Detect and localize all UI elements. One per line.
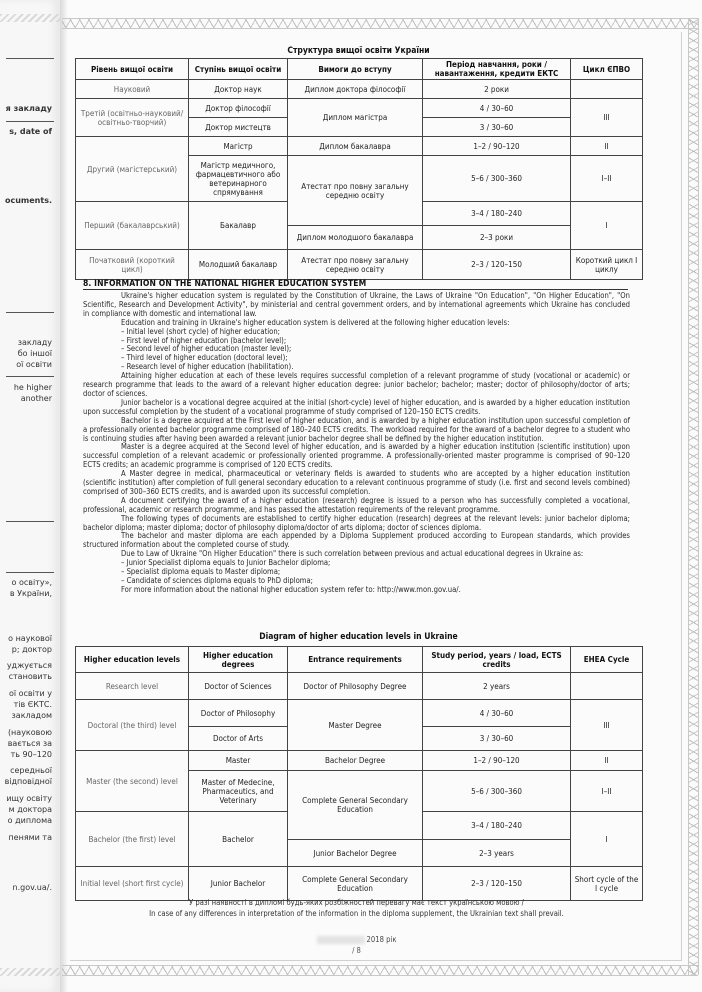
requirement-cell: Doctor of Philosophy Degree <box>288 673 423 700</box>
degree-cell: Магістр <box>189 137 288 156</box>
left-text: закладу <box>17 338 52 347</box>
period-cell: 2–3 / 120–150 <box>423 867 571 901</box>
left-text: вається за <box>7 739 52 748</box>
degree-cell: Doctor of Sciences <box>189 673 288 700</box>
requirement-cell: Complete General Secondary Education <box>288 867 423 901</box>
requirement-cell: Атестат про повну загальну середню освіту <box>288 156 423 226</box>
left-text: ої освіти <box>16 360 52 369</box>
paragraph: The bachelor and master diploma are each appended by a Diploma Supplement produced according to European standards, which provides structured information about the completed course of study. <box>83 531 630 550</box>
period-cell: 2–3 years <box>423 840 571 867</box>
table-header-row <box>76 59 643 80</box>
cycle-cell: Short cycle of the I cycle <box>571 867 643 901</box>
left-page-ornament <box>0 968 60 976</box>
ornament-border-right <box>688 18 699 975</box>
degree-cell: Бакалавр <box>189 202 288 250</box>
footer-note <box>83 897 630 919</box>
paragraph: A document certifying the award of a higher education (research) degree is issued to a person who has successfully completed a vocational, professional, academic or research programme, and has passed the attestation requirements of the relevant programme. <box>83 495 630 514</box>
page-number: / 8 <box>352 946 361 955</box>
left-rule <box>6 312 54 313</box>
section-heading: 8. INFORMATION ON THE NATIONAL HIGHER EDUCATION SYSTEM <box>83 279 628 290</box>
cycle-cell: I–II <box>571 771 643 812</box>
degree-cell: Магістр медичного, фармацевтичного або ветеринарного спрямування <box>189 156 288 202</box>
degree-cell: Доктор мистецтв <box>189 118 288 137</box>
level-cell: Другий (магістерський) <box>76 137 189 202</box>
left-text: середньої <box>10 766 52 775</box>
left-rule <box>6 58 54 59</box>
header-cell: Цикл ЄПВО <box>571 59 643 80</box>
paragraph: Master is a degree acquired at the Second level of higher education, and is awarded by a higher education institution (scientific institution) upon successful completion of a relevant academic or professionally oriented programme. A professionally-oriented master programme is comprised of 90–120 ECTS credits; an academic programme is comprised of 120 ECTS credits. <box>83 442 630 470</box>
requirement-cell: Диплом доктора філософії <box>288 80 423 99</box>
left-text: he higher <box>13 383 52 392</box>
paragraph: The following types of documents are established to certify higher education (research) degrees at the relevant levels: junior bachelor diploma; bachelor diploma; master diploma; doctor of philosophy diploma/doctor of arts diploma; doctor of sciences diploma. <box>83 513 630 532</box>
left-text: я закладу <box>5 104 52 113</box>
date-year: 2018 рік <box>366 935 397 944</box>
period-cell: 4 / 30–60 <box>423 99 571 118</box>
list-item: – Research level of higher education (habilitation). <box>121 362 294 372</box>
period-cell: 3 / 30–60 <box>423 727 571 751</box>
cycle-cell: I <box>571 812 643 867</box>
cycle-cell <box>571 80 643 99</box>
cycle-cell: II <box>571 751 643 771</box>
cycle-cell: I–II <box>571 156 643 202</box>
degree-cell: Doctor of Philosophy <box>189 700 288 727</box>
header-cell: Entrance requirements <box>288 647 423 673</box>
header-cell: EHEA Cycle <box>571 647 643 673</box>
left-text: о освіту», <box>11 578 52 587</box>
level-cell: Науковий <box>76 80 189 99</box>
requirement-cell: Диплом молодшого бакалавра <box>288 226 423 250</box>
period-cell: 2 years <box>423 673 571 700</box>
left-text: бо іншої <box>17 349 52 358</box>
period-cell: 3–4 / 180–240 <box>423 812 571 840</box>
left-text: (науковою <box>7 728 52 737</box>
level-cell: Bachelor (the first) level <box>76 812 189 867</box>
degree-cell: Bachelor <box>189 812 288 867</box>
period-cell: 3–4 / 180–240 <box>423 202 571 226</box>
left-text: another <box>20 394 52 403</box>
cycle-cell: II <box>571 137 643 156</box>
left-text: м доктора <box>8 805 52 814</box>
period-cell: 4 / 30–60 <box>423 700 571 727</box>
degree-cell: Master <box>189 751 288 771</box>
period-cell: 5–6 / 300–360 <box>423 156 571 202</box>
cycle-cell: III <box>571 700 643 751</box>
table-row <box>76 700 643 727</box>
left-text: в України, <box>9 589 52 598</box>
requirement-cell: Диплом бакалавра <box>288 137 423 156</box>
period-cell: 1–2 / 90–120 <box>423 751 571 771</box>
paragraph: Bachelor is a degree acquired at the First level of higher education, and is awarded by a higher education institution upon successful completion of a professionally oriented bachelor programme comprised of 180–240 ECTS credits. The workload required for the award of a bachelor degree to a student who is continuing studies after having been awarded a relevant junior bachelor degree shall be defined by the higher education institution. <box>83 415 630 443</box>
left-text: ої освіти у <box>8 689 52 698</box>
header-cell: Higher education levels <box>76 647 189 673</box>
level-cell: Третій (освітньо-науковий/ освітньо-творчий) <box>76 99 189 137</box>
left-text: о диплома <box>7 816 52 825</box>
paragraph: Education and training in Ukraine's higher education system is delivered at the following higher education levels: <box>121 317 510 327</box>
level-cell: Початковий (короткий цикл) <box>76 250 189 280</box>
table-row <box>76 99 643 118</box>
ua-table-title: Структура вищої освіти України <box>287 46 430 56</box>
level-cell: Initial level (short first cycle) <box>76 867 189 901</box>
table-row <box>76 751 643 771</box>
table-row <box>76 673 643 700</box>
list-item: – Candidate of sciences diploma equals to PhD diploma; <box>121 576 313 585</box>
left-text: s, date of <box>9 127 52 136</box>
level-cell: Research level <box>76 673 189 700</box>
header-cell: Higher education degrees <box>189 647 288 673</box>
paragraph: Attaining higher education at each of these levels requires successful completion of a relevant programme of study (vocational or academic) or research programme that leads to the award of a relevant higher education degree: junior bachelor; bachelor; master; doctor of philosophy/doctor of arts; doctor of sciences. <box>83 371 630 398</box>
header-cell: Study period, years / load, ECTS credits <box>423 647 571 673</box>
footer-note-en: In case of any differences in interpretation of the information in the diploma supplement, the Ukrainian text shall prevail. <box>149 909 564 918</box>
table-row <box>76 250 643 280</box>
left-text: становить <box>8 672 52 681</box>
requirement-cell: Атестат про повну загальну середню освіту <box>288 250 423 280</box>
left-page-ornament <box>0 14 60 22</box>
left-text: тів ЄКТС. <box>13 700 52 709</box>
requirement-cell: Junior Bachelor Degree <box>288 840 423 867</box>
level-cell: Doctoral (the third) level <box>76 700 189 751</box>
page-gutter <box>60 0 68 992</box>
period-cell: 2–3 роки <box>423 226 571 250</box>
paragraph: Due to Law of Ukraine "On Higher Education" there is such correlation between previous and actual educational degrees in Ukraine as: <box>121 549 584 559</box>
list-item: – Third level of higher education (doctoral level); <box>121 353 288 363</box>
left-text: закладом <box>11 711 52 720</box>
left-rule <box>6 572 54 573</box>
header-cell: Рівень вищої освіти <box>76 59 189 80</box>
list-item: – First level of higher education (bachelor level); <box>121 335 287 345</box>
left-text: пенями та <box>8 833 52 842</box>
table-row <box>76 80 643 99</box>
requirement-cell: Complete General Secondary Education <box>288 771 423 840</box>
degree-cell: Молодший бакалавр <box>189 250 288 280</box>
list-item: – Initial level (short cycle) of higher education; <box>121 326 280 336</box>
header-cell: Період навчання, роки / навантаження, кредити ЕКТС <box>423 59 571 80</box>
period-cell: 5–6 / 300–360 <box>423 771 571 812</box>
left-text: n.gov.ua/. <box>12 883 52 892</box>
section-body <box>83 292 630 595</box>
period-cell: 2 роки <box>423 80 571 99</box>
paragraph: A Master degree in medical, pharmaceutical or veterinary fields is awarded to students who are accepted by a higher education institution (scientific institution) after completion of full general secondary education to a relevant continuous programme of study (i.e. first and second levels combined) comprised of 300–360 ECTS credits, and is awarded upon its successful completion. <box>83 469 630 496</box>
period-cell: 1–2 / 90–120 <box>423 137 571 156</box>
degree-cell: Доктор наук <box>189 80 288 99</box>
ua-education-table <box>75 58 643 280</box>
period-cell: 3 / 30–60 <box>423 118 571 137</box>
paragraph: Junior bachelor is a vocational degree acquired at the initial (short-cycle) level of higher education, and is awarded by a higher education institution upon successful completion by the student of a vocational programme of study comprised of 120–150 ECTS credits. <box>83 397 630 416</box>
list-item: – Second level of higher education (master level); <box>121 344 292 354</box>
header-cell: Ступінь вищої освіти <box>189 59 288 80</box>
list-item: – Junior Specialist diploma equals to Junior Bachelor diploma; <box>121 558 331 568</box>
left-text: відповідної <box>4 777 52 786</box>
en-table-title: Diagram of higher education levels in Ukraine <box>259 632 458 642</box>
left-text: уджується <box>6 661 52 670</box>
list-item: For more information about the national higher education system refer to: http://www.mon.gov.ua/. <box>121 584 461 594</box>
requirement-cell: Диплом магістра <box>288 99 423 137</box>
en-education-table <box>75 646 643 901</box>
degree-cell: Doctor of Arts <box>189 727 288 751</box>
left-text: р; доктор <box>11 645 52 654</box>
requirement-cell: Master Degree <box>288 700 423 751</box>
left-text: ть 90–120 <box>10 750 52 759</box>
table-row <box>76 867 643 901</box>
left-rule <box>6 121 54 122</box>
left-rule <box>6 376 54 377</box>
table-row <box>76 137 643 156</box>
degree-cell: Junior Bachelor <box>189 867 288 901</box>
left-page-fragment <box>0 0 60 992</box>
cycle-cell: Короткий цикл I циклу <box>571 250 643 280</box>
ornament-border-bottom <box>62 965 698 976</box>
table-header-row <box>76 647 643 673</box>
left-rule <box>6 521 54 522</box>
ornament-border-top <box>62 18 698 29</box>
cycle-cell: I <box>571 202 643 250</box>
requirement-cell: Bachelor Degree <box>288 751 423 771</box>
header-cell: Вимоги до вступу <box>288 59 423 80</box>
degree-cell: Master of Medecine, Pharmaceutics, and Veterinary <box>189 771 288 812</box>
period-cell: 2–3 / 120–150 <box>423 250 571 280</box>
level-cell: Master (the second) level <box>76 751 189 812</box>
cycle-cell: III <box>571 99 643 137</box>
date-line <box>83 935 630 944</box>
paragraph: Ukraine's higher education system is regulated by the Constitution of Ukraine, the Laws of Ukraine "On Education", "On Higher Education", "On Scientific, Research and Development Activity", by ministerial and central government orders, and by international agreements which Ukraine has concluded in compliance with domestic and international law. <box>83 291 630 318</box>
cycle-cell <box>571 673 643 700</box>
level-cell: Перший (бакалаврський) <box>76 202 189 250</box>
left-text: ищу освіту <box>6 794 52 803</box>
left-text: ocuments. <box>4 196 52 205</box>
left-text: о наукової <box>8 634 52 643</box>
redacted-date <box>317 936 365 944</box>
list-item: – Specialist diploma equals to Master diploma; <box>121 567 281 577</box>
footer-note-ua: У разі наявності в дипломі будь-яких розбіжностей перевагу має текст українською мовою / <box>189 898 524 907</box>
degree-cell: Доктор філософії <box>189 99 288 118</box>
